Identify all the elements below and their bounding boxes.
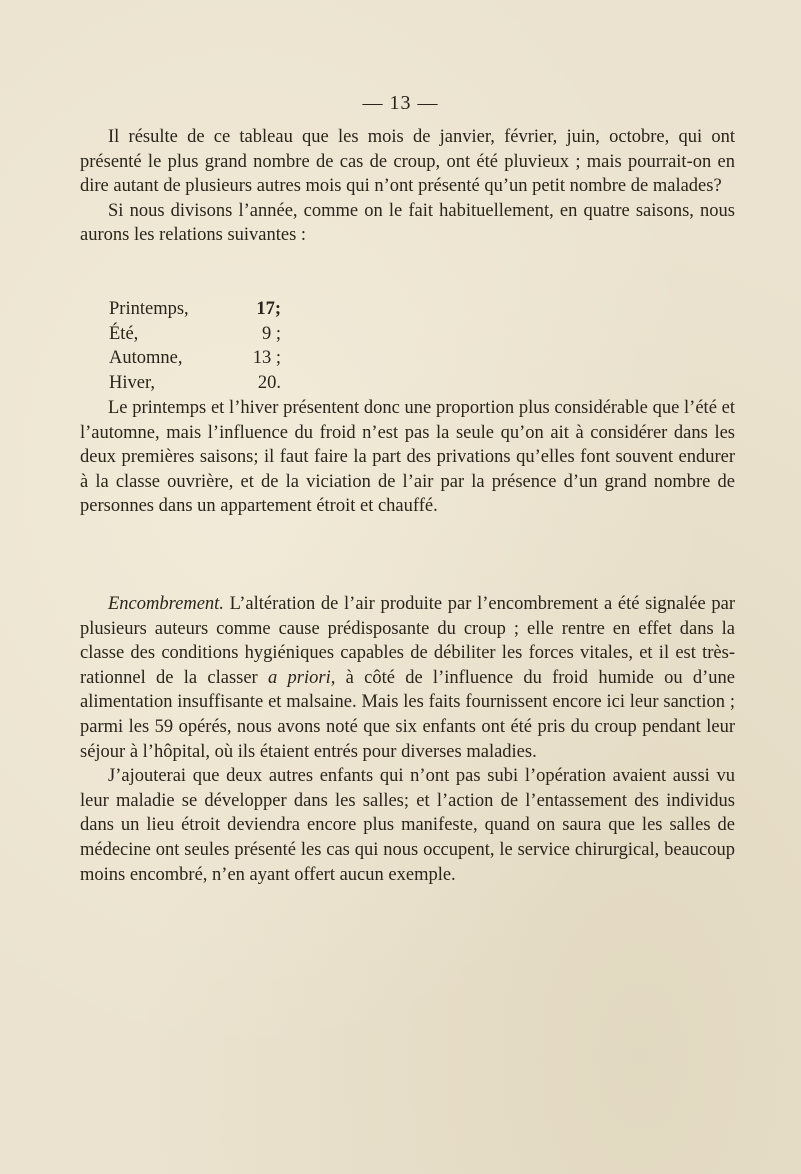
paragraph-encombrement (80, 592, 735, 764)
paragraph-season-conclusion: Le printemps et l’hiver présentent donc une proportion plus considérable que l’été et l’automne, mais l’influence du froid n’est pas la seule qu’on ait à considérer dans les deux premières saisons; il faut faire la part des privations qu’elles font souvent endurer à la classe ouvrière, et de la viciation de l’air par la présence d’un grand nombre de personnes dans un appartement étroit et chauffé. (80, 398, 735, 517)
intro-text (80, 125, 735, 248)
season-name: Été, (109, 323, 139, 344)
encombrement-text-part2: , à côté de l’influence du froid humide ou d’une alimentation insuffisante et malsaine. Mais les faits fournissent encore ici leur sanction ; parmi les 59 opérés, nous avons noté que six enfants ont été pris du croup pendant leur séjour à l’hôpital, où ils étaient entrés pour diverses maladies. (80, 667, 735, 762)
season-name: Automne, (109, 348, 183, 369)
section-encombrement (80, 592, 735, 887)
section-heading: Encombrement. (108, 594, 224, 614)
season-row-spring (109, 297, 281, 322)
season-row-winter (109, 371, 281, 396)
seasons-list (109, 297, 281, 395)
season-row-autumn (109, 346, 281, 371)
page-number: — 13 — (362, 92, 439, 114)
season-count: 17; (256, 299, 281, 319)
season-name: Printemps, (109, 299, 189, 319)
season-count: 13 ; (252, 348, 281, 369)
encombrement-text-part1: L’altération de l’air produite par l’encombrement a été signalée par plusieurs auteurs comme cause prédisposante du croup ; elle rentre en effet dans la classe des conditions hygiéniques capables de débiliter les forces vitales, et il est très-rationnel de la classer (80, 594, 735, 688)
a-priori-phrase: a priori (268, 667, 331, 688)
conclusion-text (80, 396, 735, 519)
paragraph-entassement: J’ajouterai que deux autres enfants qui n’ont pas subi l’opération avaient aussi vu leur maladie se développer dans les salles; et l’action de l’entassement des individus dans un lieu étroit deviendra encore plus manifeste, quand on saura que les salles de médecine ont seules présenté les cas qui nous occupent, le service chirurgical, beaucoup moins encombré, n’en ayant offert aucun exemple. (80, 766, 735, 885)
season-name: Hiver, (109, 372, 156, 393)
season-count: 9 ; (261, 323, 281, 344)
paragraph-seasons-intro: Si nous divisons l’année, comme on le fait habituellement, en quatre saisons, nous aurons les relations suivantes : (80, 200, 735, 246)
season-row-summer (109, 322, 281, 347)
season-count: 20. (257, 372, 281, 393)
paragraph-rainy-months: Il résulte de ce tableau que les mois de janvier, février, juin, octobre, qui ont présenté le plus grand nombre de cas de croup, ont été pluvieux ; mais pourrait-on en dire autant de plusieurs autres mois qui n’ont présenté qu’un petit nombre de malades? (80, 127, 735, 197)
